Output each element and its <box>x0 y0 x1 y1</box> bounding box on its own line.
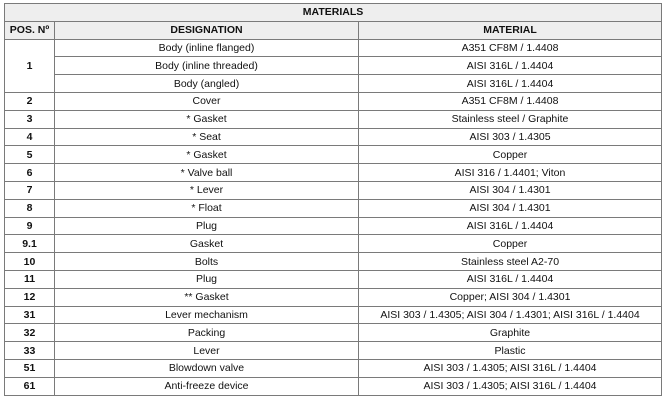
table-title: MATERIALS <box>5 4 662 22</box>
material-cell: AISI 303 / 1.4305; AISI 304 / 1.4301; AISI 316L / 1.4404 <box>359 306 662 324</box>
header-row <box>5 21 662 39</box>
pos-cell: 31 <box>5 306 55 324</box>
designation-cell: * Gasket <box>55 146 359 164</box>
pos-cell: 8 <box>5 199 55 217</box>
designation-cell: * Valve ball <box>55 164 359 182</box>
table-row <box>5 164 662 182</box>
designation-cell: * Lever <box>55 181 359 199</box>
table-row <box>5 359 662 377</box>
designation-cell: Lever <box>55 342 359 360</box>
material-cell: AISI 316L / 1.4404 <box>359 57 662 75</box>
material-cell: A351 CF8M / 1.4408 <box>359 92 662 110</box>
material-cell: Copper <box>359 235 662 253</box>
pos-cell: 12 <box>5 288 55 306</box>
material-cell: AISI 316L / 1.4404 <box>359 270 662 288</box>
pos-cell: 33 <box>5 342 55 360</box>
pos-cell: 3 <box>5 110 55 128</box>
designation-cell: Body (angled) <box>55 75 359 93</box>
materials-table-container <box>4 3 662 396</box>
material-cell: Stainless steel A2-70 <box>359 253 662 271</box>
table-row <box>5 270 662 288</box>
designation-cell: * Seat <box>55 128 359 146</box>
header-pos: POS. Nº <box>5 21 55 39</box>
designation-cell: * Gasket <box>55 110 359 128</box>
pos-cell: 10 <box>5 253 55 271</box>
material-cell: AISI 316 / 1.4401; Viton <box>359 164 662 182</box>
material-cell: Plastic <box>359 342 662 360</box>
table-row <box>5 253 662 271</box>
designation-cell: Plug <box>55 217 359 235</box>
material-cell: AISI 304 / 1.4301 <box>359 199 662 217</box>
designation-cell: Body (inline flanged) <box>55 39 359 57</box>
pos-cell: 9 <box>5 217 55 235</box>
designation-cell: Packing <box>55 324 359 342</box>
designation-cell: Plug <box>55 270 359 288</box>
table-row <box>5 288 662 306</box>
pos-cell: 61 <box>5 377 55 395</box>
pos-cell: 2 <box>5 92 55 110</box>
material-cell: Graphite <box>359 324 662 342</box>
materials-table <box>4 3 662 396</box>
pos-cell: 1 <box>5 39 55 92</box>
material-cell: Copper <box>359 146 662 164</box>
table-row <box>5 110 662 128</box>
pos-cell: 4 <box>5 128 55 146</box>
pos-cell: 9.1 <box>5 235 55 253</box>
material-cell: AISI 303 / 1.4305; AISI 316L / 1.4404 <box>359 377 662 395</box>
material-cell: AISI 303 / 1.4305; AISI 316L / 1.4404 <box>359 359 662 377</box>
designation-cell: Blowdown valve <box>55 359 359 377</box>
material-cell: A351 CF8M / 1.4408 <box>359 39 662 57</box>
table-row <box>5 306 662 324</box>
pos-cell: 51 <box>5 359 55 377</box>
pos-cell: 32 <box>5 324 55 342</box>
title-row <box>5 4 662 22</box>
material-cell: AISI 304 / 1.4301 <box>359 181 662 199</box>
designation-cell: ** Gasket <box>55 288 359 306</box>
pos-cell: 5 <box>5 146 55 164</box>
table-row <box>5 342 662 360</box>
table-row <box>5 128 662 146</box>
designation-cell: Bolts <box>55 253 359 271</box>
table-row <box>5 146 662 164</box>
material-cell: Stainless steel / Graphite <box>359 110 662 128</box>
designation-cell: * Float <box>55 199 359 217</box>
table-row <box>5 181 662 199</box>
table-row <box>5 75 662 93</box>
header-designation: DESIGNATION <box>55 21 359 39</box>
table-row <box>5 199 662 217</box>
table-row <box>5 324 662 342</box>
pos-cell: 6 <box>5 164 55 182</box>
pos-cell: 7 <box>5 181 55 199</box>
designation-cell: Gasket <box>55 235 359 253</box>
pos-cell: 11 <box>5 270 55 288</box>
header-material: MATERIAL <box>359 21 662 39</box>
table-row <box>5 235 662 253</box>
table-row <box>5 377 662 395</box>
designation-cell: Lever mechanism <box>55 306 359 324</box>
table-row <box>5 57 662 75</box>
material-cell: AISI 316L / 1.4404 <box>359 75 662 93</box>
designation-cell: Body (inline threaded) <box>55 57 359 75</box>
material-cell: Copper; AISI 304 / 1.4301 <box>359 288 662 306</box>
designation-cell: Cover <box>55 92 359 110</box>
material-cell: AISI 316L / 1.4404 <box>359 217 662 235</box>
designation-cell: Anti-freeze device <box>55 377 359 395</box>
table-row <box>5 217 662 235</box>
material-cell: AISI 303 / 1.4305 <box>359 128 662 146</box>
table-row <box>5 39 662 57</box>
table-row <box>5 92 662 110</box>
